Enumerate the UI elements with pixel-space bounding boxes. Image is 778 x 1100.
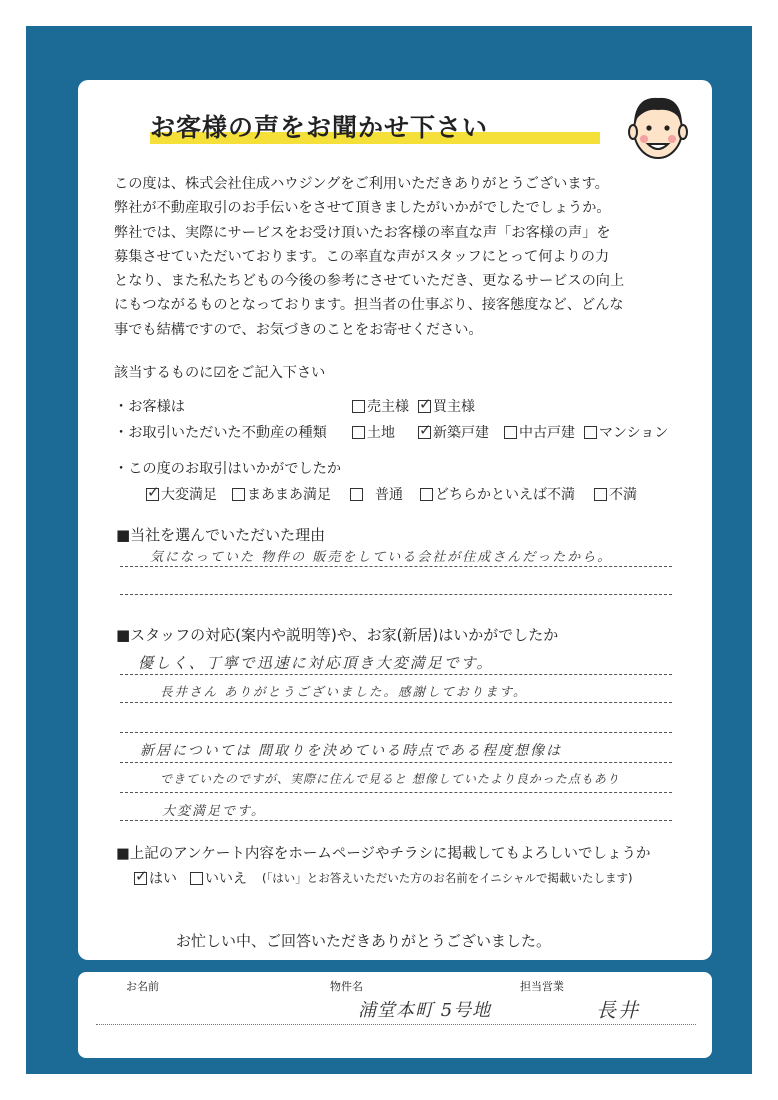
smiling-man-face-icon (618, 86, 698, 166)
answer-line (120, 820, 672, 821)
checkbox-dissatisfied[interactable] (594, 488, 607, 501)
checkbox-new-house[interactable] (418, 426, 431, 439)
option-used-house-label: 中古戸建 (519, 425, 575, 441)
answer-staff-line2: 長井さん ありがとうございました。感謝しております。 (160, 684, 528, 699)
question-property-label: ・お取引いただいた不動産の種類 (114, 425, 327, 441)
checklist-heading: 該当するものに☑をご記入下さい (114, 365, 326, 381)
intro-line: にもつながるものとなっております。担当者の仕事ぶり、接客態度など、どんな (114, 297, 624, 314)
page-title: お客様の声をお聞かせ下さい (150, 113, 489, 142)
question-customer-label: ・お客様は (114, 399, 185, 415)
option-yes-label: はい (149, 871, 177, 887)
permission-note: (「はい」とお答えいただいた方のお名前をイニシャルで掲載いたします) (262, 871, 633, 885)
answer-line (120, 792, 672, 793)
checkbox-used-house[interactable] (504, 426, 517, 439)
option-somewhat-satisfied[interactable] (232, 484, 331, 504)
checkbox-yes[interactable] (134, 872, 147, 885)
checkbox-seller[interactable] (352, 400, 365, 413)
staff-label: 担当営業 (520, 980, 564, 993)
checkbox-somewhat-satisfied[interactable] (232, 488, 245, 501)
option-dissatisfied[interactable] (594, 484, 637, 504)
option-no-label: いいえ (205, 871, 247, 887)
intro-line: 募集させていただいております。この率直な声がスタッフにとって何よりの力 (114, 248, 610, 265)
intro-line: 弊社が不動産取引のお手伝いをさせて頂きましたがいかがでしたでしょうか。 (114, 200, 611, 217)
option-new-house-label: 新築戸建 (433, 425, 489, 441)
answer-staff-line5: 大変満足です。 (162, 804, 266, 819)
intro-line: 弊社では、実際にサービスをお受け頂いたお客様の率直な声「お客様の声」を (114, 224, 611, 241)
checkbox-no[interactable] (190, 872, 203, 885)
option-neutral-label: 普通 (375, 487, 403, 503)
option-dissatisfied-label: 不満 (609, 487, 637, 503)
staff-value: 長井 (596, 998, 640, 1022)
option-used-house[interactable] (504, 422, 575, 442)
answer-line (120, 566, 672, 567)
option-somewhat-satisfied-label: まあまあ満足 (247, 487, 331, 503)
answer-line (120, 762, 672, 763)
option-seller[interactable] (352, 396, 409, 416)
property-label: 物件名 (330, 980, 363, 993)
intro-text (114, 172, 694, 342)
option-buyer-label: 買主様 (433, 399, 475, 415)
option-very-satisfied-label: 大変満足 (161, 487, 217, 503)
option-no[interactable] (190, 868, 247, 888)
option-mansion[interactable] (584, 422, 668, 442)
property-value: 浦堂本町 5号地 (358, 1000, 492, 1021)
question-rating-label: ・この度のお取引はいかがでしたか (114, 461, 342, 477)
checkbox-mansion[interactable] (584, 426, 597, 439)
answer-line (120, 702, 672, 703)
checkbox-buyer[interactable] (418, 400, 431, 413)
answer-reason: 気になっていた 物件の 販売をしている会社が住成さんだったから。 (150, 550, 613, 565)
intro-line: となり、また私たちどもの今後の参考にさせていただき、更なるサービスの向上 (114, 273, 625, 290)
checkbox-land[interactable] (352, 426, 365, 439)
option-somewhat-dissatisfied[interactable] (420, 484, 575, 504)
checkbox-very-satisfied[interactable] (146, 488, 159, 501)
answer-staff-line4: できていたのですが、実際に住んで見ると 想像していたより良かった点もあり (160, 772, 620, 786)
answer-staff-line3: 新居については 間取りを決めている時点である程度想像は (140, 743, 563, 759)
answer-line (120, 732, 672, 733)
option-mansion-label: マンション (599, 425, 669, 441)
option-buyer[interactable] (418, 396, 475, 416)
intro-line: この度は、株式会社住成ハウジングをご利用いただきありがとうございます。 (114, 176, 609, 192)
option-very-satisfied[interactable] (146, 484, 217, 504)
thanks-message: お忙しい中、ご回答いただきありがとうございました。 (176, 932, 552, 950)
answer-line (120, 594, 672, 595)
option-somewhat-dissatisfied-label: どちらかといえば不満 (435, 487, 575, 503)
section-reason-heading: ■当社を選んでいただいた理由 (116, 526, 326, 544)
option-seller-label: 売主様 (367, 399, 409, 415)
option-land-label: 土地 (367, 425, 395, 441)
checkbox-somewhat-dissatisfied[interactable] (420, 488, 433, 501)
intro-line: 事でも結構ですので、お気づきのことをお寄せください。 (114, 321, 483, 338)
section-staff-heading: ■スタッフの対応(案内や説明等)や、お家(新居)はいかがでしたか (116, 626, 559, 644)
section-permission-heading: ■上記のアンケート内容をホームページやチラシに掲載してもよろしいでしょうか (116, 846, 651, 862)
checkbox-neutral[interactable] (350, 488, 363, 501)
answer-line (120, 674, 672, 675)
option-new-house[interactable] (418, 422, 489, 442)
name-label: お名前 (126, 980, 159, 993)
answer-staff-line1: 優しく、丁寧で迅速に対応頂き大変満足です。 (138, 654, 494, 672)
option-land[interactable] (352, 422, 395, 442)
option-neutral[interactable] (350, 484, 403, 504)
option-yes[interactable] (134, 868, 177, 888)
footer-line (96, 1024, 696, 1025)
